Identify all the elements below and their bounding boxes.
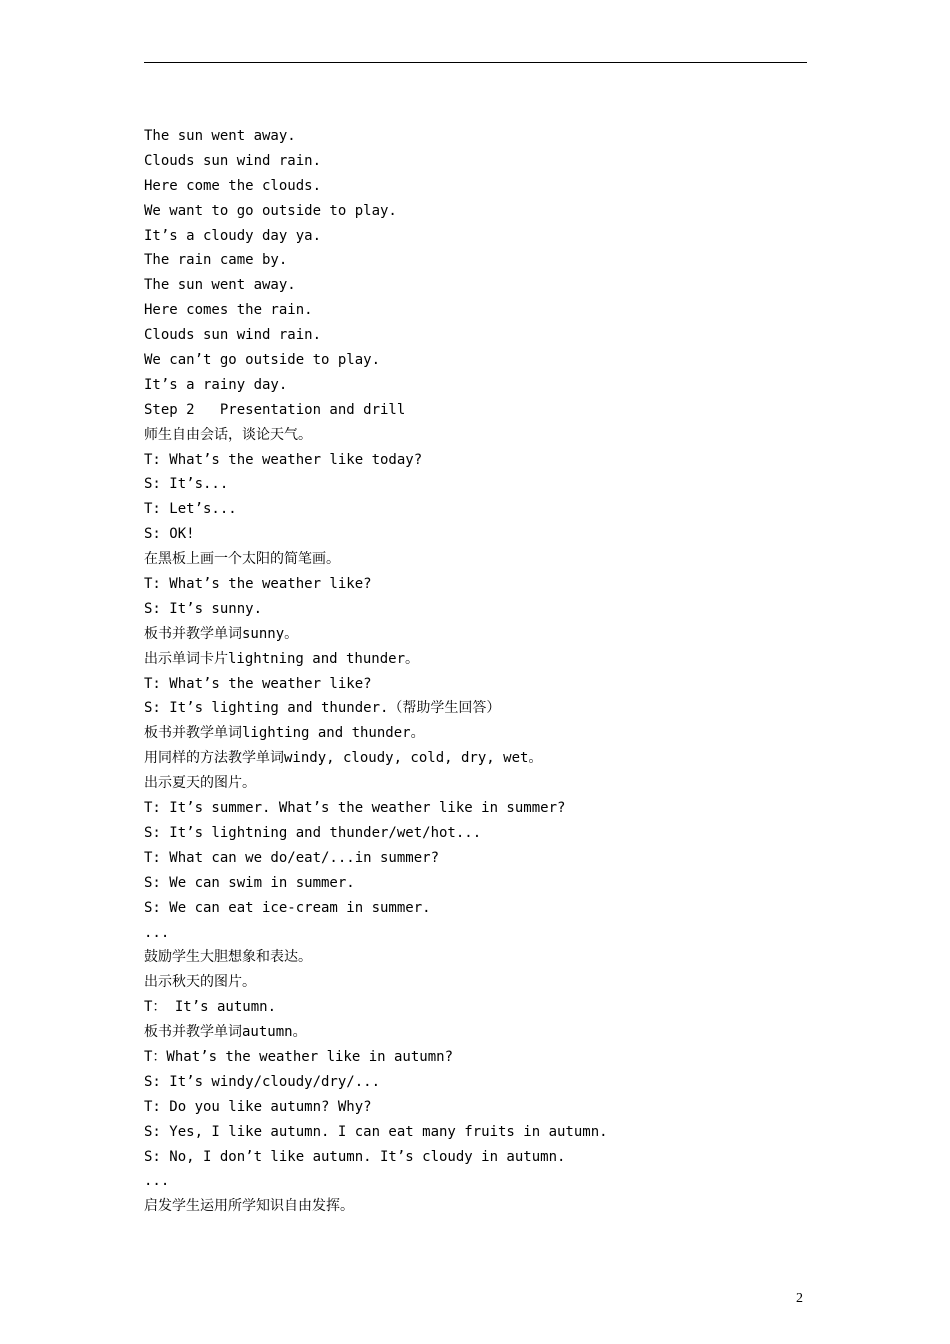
text-line: Clouds sun wind rain. (144, 152, 322, 169)
text-line: S: It’s windy/cloudy/dry/... (144, 1073, 381, 1090)
text-line: S: It’s... (144, 476, 229, 493)
text-line: T: What’s the weather like? (144, 675, 372, 692)
section-heading: Step 2 Presentation and drill (144, 401, 406, 418)
text-line: S: No, I don’t like autumn. It’s cloudy in autumn. (144, 1148, 566, 1165)
text-line: 鼓励学生大胆想象和表达。 (144, 949, 312, 966)
text-line: Clouds sun wind rain. (144, 327, 322, 344)
text-line: We can’t go outside to play. (144, 352, 381, 369)
text-line: 师生自由会话，谈论天气。 (144, 426, 312, 443)
text-line: ... (144, 1173, 170, 1190)
text-line: T: What’s the weather like? (144, 576, 372, 593)
document-body (144, 124, 824, 1219)
text-line: 出示秋天的图片。 (144, 974, 256, 991)
text-line: The sun went away. (144, 128, 296, 144)
text-line: Here come the clouds. (144, 177, 322, 194)
text-line: S: It’s sunny. (144, 600, 263, 617)
text-line: 板书并教学单词sunny。 (144, 625, 299, 642)
text-line: It’s a cloudy day ya. (144, 227, 322, 244)
text-line: 出示单词卡片lightning and thunder。 (144, 650, 420, 667)
text-line: 用同样的方法教学单词windy, cloudy, cold, dry, wet。 (144, 750, 543, 767)
text-line: 在黑板上画一个太阳的简笔画。 (144, 551, 340, 568)
text-line: S: We can swim in summer. (144, 874, 355, 891)
text-line: ... (144, 924, 170, 941)
text-line: S: It’s lightning and thunder/wet/hot... (144, 824, 482, 841)
text-line: T: What’s the weather like today? (144, 451, 423, 468)
text-line: The rain came by. (144, 252, 288, 269)
text-line: T: Let’s... (144, 501, 237, 518)
text-line: T: What can we do/eat/...in summer? (144, 849, 440, 866)
text-line: It’s a rainy day. (144, 376, 288, 393)
text-line: T：What’s the weather like in autumn? (144, 1048, 454, 1065)
text-line: 板书并教学单词autumn。 (144, 1024, 307, 1041)
text-line: T： It’s autumn. (144, 999, 277, 1016)
text-line: T: Do you like autumn? Why? (144, 1098, 372, 1115)
text-line: S: OK! (144, 526, 195, 543)
text-line: S: Yes, I like autumn. I can eat many fruits in autumn. (144, 1123, 608, 1140)
header-rule (144, 62, 807, 63)
text-line: We want to go outside to play. (144, 202, 397, 219)
text-line: S: We can eat ice-cream in summer. (144, 899, 431, 916)
text-line: 板书并教学单词lighting and thunder。 (144, 725, 425, 742)
text-line: The sun went away. (144, 277, 296, 294)
text-line: 启发学生运用所学知识自由发挥。 (144, 1198, 354, 1215)
text-line: T: It’s summer. What’s the weather like in summer? (144, 800, 566, 817)
text-line: 出示夏天的图片。 (144, 775, 256, 792)
text-line: S: It’s lighting and thunder.（帮助学生回答） (144, 700, 501, 717)
text-line: Here comes the rain. (144, 302, 313, 319)
page-number: 2 (796, 1291, 803, 1306)
